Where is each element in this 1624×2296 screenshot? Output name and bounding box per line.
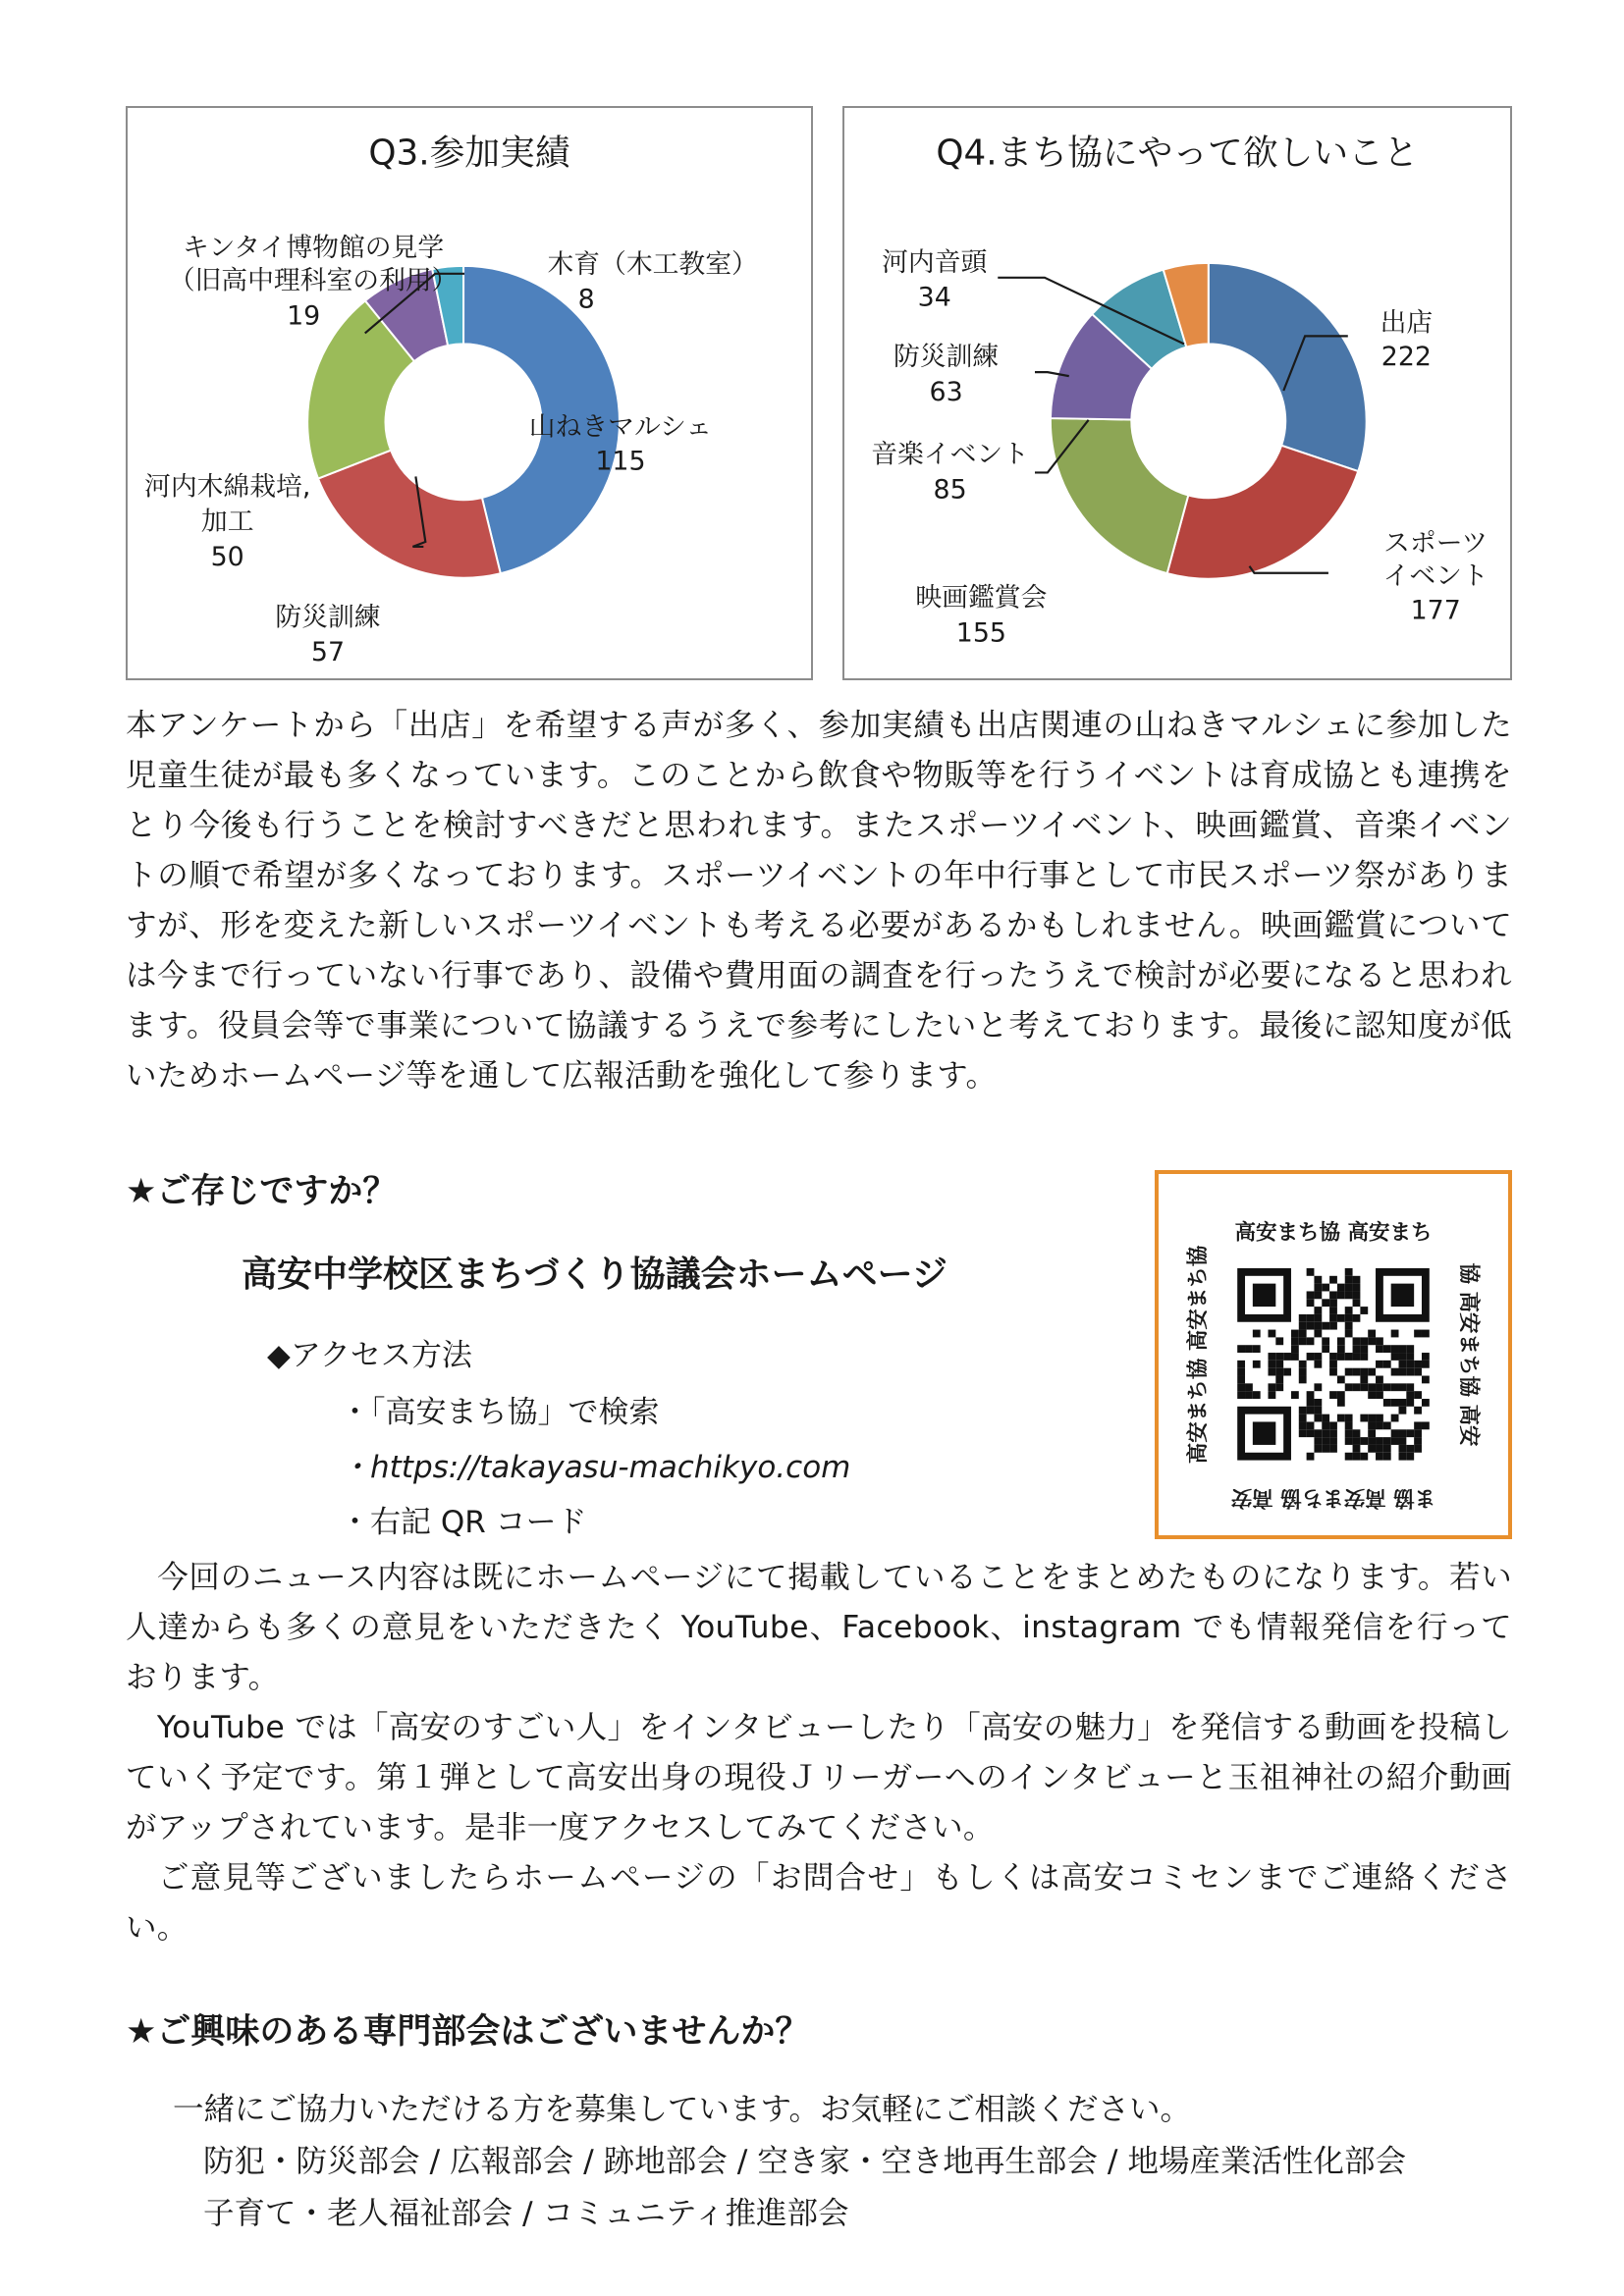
qr-module — [1314, 1353, 1322, 1361]
qr-module — [1337, 1291, 1345, 1299]
qr-module — [1307, 1421, 1315, 1429]
qr-module — [1275, 1368, 1283, 1376]
q3-chart-title: Q3.参加実績 — [368, 133, 570, 174]
qr-module — [1368, 1415, 1376, 1422]
qr-module — [1368, 1421, 1376, 1429]
qr-module — [1414, 1391, 1422, 1399]
qr-module — [1329, 1437, 1337, 1445]
qr-module — [1329, 1291, 1337, 1299]
qr-module — [1337, 1415, 1345, 1422]
qr-module — [1237, 1391, 1245, 1399]
qr-module — [1345, 1453, 1353, 1461]
q3-label-57-name: 防災訓練 — [275, 602, 381, 633]
qr-module — [1307, 1399, 1315, 1407]
qr-module — [1337, 1337, 1345, 1345]
qr-module — [1329, 1353, 1337, 1361]
qr-frame-text-bottom: ま協 高安まち協 高安 — [1230, 1484, 1436, 1510]
q4-label-85-value: 85 — [933, 474, 967, 506]
qr-module — [1414, 1330, 1422, 1338]
qr-module — [1345, 1314, 1353, 1322]
qr-module — [1329, 1322, 1337, 1330]
qr-module — [1414, 1429, 1422, 1437]
qr-module — [1307, 1391, 1315, 1399]
qr-module — [1422, 1376, 1430, 1384]
qr-module — [1414, 1437, 1422, 1445]
qr-module — [1314, 1291, 1322, 1299]
qr-module — [1307, 1299, 1315, 1307]
qr-module — [1406, 1453, 1414, 1461]
qr-module — [1237, 1368, 1245, 1376]
qr-module — [1414, 1421, 1422, 1429]
qr-module — [1360, 1345, 1368, 1353]
qr-module — [1368, 1445, 1376, 1453]
qr-module — [1283, 1353, 1291, 1361]
qr-module — [1345, 1322, 1353, 1330]
qr-module — [1376, 1445, 1383, 1453]
q4-label-34-value: 34 — [917, 282, 951, 313]
qr-finder-module — [1253, 1421, 1275, 1444]
access-method-heading: ◆アクセス方法 — [267, 1338, 472, 1373]
qr-module — [1268, 1368, 1275, 1376]
q4-slice-2 — [1167, 446, 1359, 579]
qr-module — [1291, 1345, 1299, 1353]
qr-module — [1383, 1421, 1391, 1429]
qr-module — [1383, 1399, 1391, 1407]
qr-module — [1275, 1361, 1283, 1368]
qr-module — [1275, 1353, 1283, 1361]
qr-module — [1391, 1399, 1399, 1407]
section-heading-do-you-know: ★ご存じですか？ — [126, 1172, 398, 1211]
qr-module — [1275, 1376, 1283, 1384]
qr-module — [1391, 1383, 1399, 1391]
section-heading-committees: ★ご興味のある専門部会はございませんか？ — [126, 2012, 810, 2052]
qr-module — [1345, 1383, 1353, 1391]
qr-frame-text-right: 協 高安まち協 高安 — [1456, 1262, 1482, 1447]
access-item-search: ・「高安まち協」で検索 — [340, 1395, 660, 1430]
qr-module — [1353, 1453, 1361, 1461]
qr-module — [1329, 1314, 1337, 1322]
qr-module — [1345, 1291, 1353, 1299]
qr-module — [1253, 1345, 1261, 1353]
qr-module — [1376, 1415, 1383, 1422]
qr-module — [1360, 1368, 1368, 1376]
qr-module — [1422, 1330, 1430, 1338]
qr-module — [1299, 1330, 1307, 1338]
qr-module — [1337, 1345, 1345, 1353]
qr-module — [1314, 1429, 1322, 1437]
qr-module — [1399, 1453, 1407, 1461]
qr-module — [1275, 1337, 1283, 1345]
qr-module — [1299, 1429, 1307, 1437]
qr-module — [1360, 1453, 1368, 1461]
qr-module — [1406, 1399, 1414, 1407]
qr-module — [1322, 1415, 1329, 1422]
qr-module — [1329, 1429, 1337, 1437]
qr-module — [1299, 1407, 1307, 1415]
qr-module — [1376, 1376, 1383, 1384]
qr-module — [1329, 1299, 1337, 1307]
qr-module — [1337, 1284, 1345, 1292]
qr-module — [1314, 1361, 1322, 1368]
qr-module — [1307, 1322, 1315, 1330]
qr-module — [1314, 1284, 1322, 1292]
qr-module — [1406, 1345, 1414, 1353]
qr-module — [1245, 1345, 1253, 1353]
qr-module — [1376, 1421, 1383, 1429]
qr-module — [1345, 1284, 1353, 1292]
qr-module — [1353, 1345, 1361, 1353]
qr-module — [1307, 1314, 1315, 1322]
qr-module — [1391, 1353, 1399, 1361]
department-list-line-2: 子育て・老人福祉部会 / コミュニティ推進部会 — [203, 2196, 849, 2231]
qr-module — [1376, 1361, 1383, 1368]
qr-module — [1329, 1445, 1337, 1453]
qr-module — [1391, 1429, 1399, 1437]
qr-module — [1399, 1345, 1407, 1353]
qr-module — [1353, 1445, 1361, 1453]
qr-module — [1360, 1376, 1368, 1384]
qr-module — [1268, 1353, 1275, 1361]
qr-module — [1353, 1337, 1361, 1345]
qr-module — [1353, 1429, 1361, 1437]
qr-module — [1399, 1353, 1407, 1361]
qr-module — [1353, 1353, 1361, 1361]
qr-finder-module — [1253, 1284, 1275, 1307]
qr-module — [1360, 1353, 1368, 1361]
qr-module — [1353, 1284, 1361, 1292]
q4-chart — [842, 106, 1512, 680]
qr-module — [1253, 1361, 1261, 1368]
news-paragraph-2: YouTube では「高安のすごい人」をインタビューしたり「高安の魅力」を発信する動画を投稿していく予定です。第１弾として高安出身の現役Ｊリーガーへのインタビューと玉祖神社の紹介動画がアップされています。是非一度アクセスしてみてください。 — [126, 1710, 1512, 1845]
q3-chart — [126, 106, 813, 680]
qr-module — [1399, 1383, 1407, 1391]
qr-module — [1399, 1407, 1407, 1415]
q4-label-85-name: 音楽イベント — [871, 439, 1029, 470]
q4-label-177-value: 177 — [1410, 595, 1461, 626]
q4-label-177-name1: スポーツ — [1383, 527, 1489, 559]
qr-module — [1391, 1437, 1399, 1445]
qr-frame-text-left: 高安まち協 高安まち協 — [1185, 1245, 1211, 1465]
qr-module — [1237, 1361, 1245, 1368]
qr-module — [1406, 1391, 1414, 1399]
qr-module — [1353, 1383, 1361, 1391]
qr-module — [1314, 1399, 1322, 1407]
qr-module — [1376, 1383, 1383, 1391]
qr-module — [1422, 1361, 1430, 1368]
qr-module — [1345, 1276, 1353, 1284]
qr-module — [1314, 1322, 1322, 1330]
qr-module — [1314, 1276, 1322, 1284]
qr-module — [1368, 1391, 1376, 1399]
news-paragraph-1: 今回のニュース内容は既にホームページにて掲載していることをまとめたものになります。若い人達からも多くの意見をいただきたく YouTube、Facebook、instagram でも情報発信を行っております。 — [126, 1560, 1512, 1695]
qr-code-panel[interactable] — [1155, 1170, 1512, 1539]
qr-module — [1345, 1415, 1353, 1422]
qr-module — [1399, 1437, 1407, 1445]
qr-module — [1337, 1391, 1345, 1399]
qr-module — [1314, 1330, 1322, 1338]
qr-module — [1414, 1445, 1422, 1453]
qr-module — [1376, 1453, 1383, 1461]
qr-module — [1299, 1368, 1307, 1376]
news-paragraph-3: ご意見等ございましたらホームページの「お問合せ」もしくは高安コミセンまでご連絡ください。 — [126, 1860, 1512, 1946]
q3-label-50-name1: 河内木綿栽培, — [144, 471, 311, 503]
qr-module — [1360, 1437, 1368, 1445]
qr-module — [1406, 1368, 1414, 1376]
q3-label-115-name: 山ねきマルシェ — [528, 411, 713, 443]
qr-module — [1307, 1429, 1315, 1437]
qr-module — [1291, 1353, 1299, 1361]
q3-label-8-name: 木育（木工教室） — [547, 248, 758, 280]
qr-module — [1291, 1391, 1299, 1399]
qr-module — [1299, 1376, 1307, 1384]
qr-module — [1399, 1361, 1407, 1368]
qr-module — [1345, 1437, 1353, 1445]
qr-module — [1422, 1399, 1430, 1407]
qr-module — [1322, 1345, 1329, 1353]
qr-module — [1307, 1268, 1315, 1276]
qr-module — [1360, 1307, 1368, 1314]
qr-module — [1322, 1437, 1329, 1445]
qr-module — [1299, 1322, 1307, 1330]
qr-module — [1376, 1337, 1383, 1345]
qr-module — [1314, 1307, 1322, 1314]
qr-module — [1353, 1368, 1361, 1376]
qr-module — [1322, 1429, 1329, 1437]
qr-module — [1376, 1437, 1383, 1445]
qr-module — [1314, 1415, 1322, 1422]
qr-module — [1368, 1330, 1376, 1338]
q3-label-50-name2: 加工 — [200, 507, 254, 538]
qr-module — [1322, 1284, 1329, 1292]
qr-module — [1368, 1383, 1376, 1391]
qr-module — [1391, 1368, 1399, 1376]
q4-label-63-value: 63 — [929, 376, 963, 407]
survey-summary-paragraph: 本アンケートから「出店」を希望する声が多く、参加実績も出店関連の山ねきマルシェに参加した児童生徒が最も多くなっています。このことから飲食や物販等を行うイベントは育成協とも連携をとり今後も行うことを検討すべきだと思われます。またスポーツイベント、映画鑑賞、音楽イベントの順で希望が多くなっております。スポーツイベントの年中行事として市民スポーツ祭がありますが、形を変えた新しいスポーツイベントも考える必要があるかもしれません。映画鑑賞については今まで行っていない行事であり、設備や費用面の調査を行ったうえで検討が必要になると思われます。役員会等で事業について協議するうえで参考にしたいと考えております。最後に認知度が低いためホームページ等を通して広報活動を強化して参ります。 — [126, 708, 1512, 1094]
access-item-qr: ・右記 QR コード — [340, 1505, 587, 1540]
qr-module — [1414, 1407, 1422, 1415]
q3-label-50-value: 50 — [210, 541, 244, 572]
q4-slice-1 — [1209, 263, 1367, 471]
q3-label-115-value: 115 — [595, 446, 646, 477]
qr-module — [1383, 1437, 1391, 1445]
qr-module — [1368, 1437, 1376, 1445]
qr-module — [1353, 1291, 1361, 1299]
qr-code-image — [1237, 1268, 1430, 1461]
qr-module — [1307, 1407, 1315, 1415]
qr-module — [1237, 1345, 1245, 1353]
qr-module — [1406, 1353, 1414, 1361]
qr-module — [1275, 1383, 1283, 1391]
q4-label-155-name: 映画鑑賞会 — [915, 582, 1048, 614]
qr-module — [1383, 1361, 1391, 1368]
news-section — [126, 1553, 1512, 1953]
qr-module — [1283, 1368, 1291, 1376]
qr-module — [1291, 1330, 1299, 1338]
qr-module — [1322, 1421, 1329, 1429]
qr-module — [1391, 1330, 1399, 1338]
q4-chart-title: Q4.まち協にやって欲しいこと — [936, 133, 1419, 174]
qr-module — [1322, 1299, 1329, 1307]
qr-module — [1399, 1445, 1407, 1453]
qr-module — [1337, 1399, 1345, 1407]
qr-module — [1399, 1429, 1407, 1437]
qr-module — [1414, 1361, 1422, 1368]
recruitment-text: 一緒にご協力いただける方を募集しています。お気軽にご相談ください。 — [173, 2092, 1191, 2127]
qr-module — [1345, 1307, 1353, 1314]
qr-module — [1268, 1391, 1275, 1399]
q4-chart-svg — [844, 108, 1510, 678]
qr-module — [1376, 1391, 1383, 1399]
q4-label-222-value: 222 — [1380, 342, 1432, 373]
homepage-title: 高安中学校区まちづくり協議会ホームページ — [242, 1255, 947, 1295]
qr-module — [1307, 1291, 1315, 1299]
qr-module — [1368, 1368, 1376, 1376]
qr-module — [1237, 1376, 1245, 1384]
qr-module — [1299, 1337, 1307, 1345]
q4-label-155-value: 155 — [955, 617, 1006, 649]
qr-module — [1353, 1276, 1361, 1284]
qr-module — [1399, 1368, 1407, 1376]
q3-label-19-name1: キンタイ博物館の見学 — [183, 232, 445, 263]
q3-chart-svg — [128, 108, 811, 678]
qr-finder-module — [1391, 1284, 1414, 1307]
qr-module — [1329, 1361, 1337, 1368]
qr-module — [1322, 1322, 1329, 1330]
qr-module — [1345, 1353, 1353, 1361]
qr-module — [1383, 1383, 1391, 1391]
qr-module — [1422, 1421, 1430, 1429]
qr-module — [1299, 1415, 1307, 1422]
qr-module — [1376, 1345, 1383, 1353]
q3-slice-2 — [318, 451, 501, 578]
qr-module — [1253, 1330, 1261, 1338]
qr-module — [1329, 1307, 1337, 1314]
q4-label-177-name2: イベント — [1382, 561, 1489, 592]
qr-module — [1307, 1453, 1315, 1461]
qr-module — [1345, 1268, 1353, 1276]
qr-module — [1329, 1391, 1337, 1399]
qr-module — [1406, 1383, 1414, 1391]
qr-module — [1414, 1368, 1422, 1376]
qr-module — [1307, 1353, 1315, 1361]
qr-module — [1314, 1445, 1322, 1453]
qr-module — [1345, 1330, 1353, 1338]
access-item-url-link[interactable]: ・https://takayasu-machikyo.com — [340, 1450, 851, 1485]
qr-module — [1314, 1383, 1322, 1391]
qr-module — [1314, 1314, 1322, 1322]
qr-module — [1391, 1415, 1399, 1422]
qr-module — [1314, 1407, 1322, 1415]
qr-module — [1345, 1368, 1353, 1376]
qr-module — [1329, 1368, 1337, 1376]
q4-label-222-name: 出店 — [1380, 307, 1434, 339]
qr-module — [1353, 1437, 1361, 1445]
qr-module — [1406, 1361, 1414, 1368]
department-list-line-1: 防犯・防災部会 / 広報部会 / 跡地部会 / 空き家・空き地再生部会 / 地場産業活性化部会 — [203, 2144, 1407, 2179]
qr-module — [1337, 1353, 1345, 1361]
q3-label-8-value: 8 — [577, 284, 595, 315]
qr-module — [1245, 1383, 1253, 1391]
qr-module — [1406, 1429, 1414, 1437]
qr-module — [1322, 1445, 1329, 1453]
qr-code-svg — [1159, 1174, 1508, 1535]
qr-module — [1268, 1361, 1275, 1368]
qr-module — [1291, 1337, 1299, 1345]
qr-module — [1383, 1453, 1391, 1461]
qr-module — [1337, 1376, 1345, 1384]
qr-module — [1383, 1445, 1391, 1453]
qr-module — [1422, 1353, 1430, 1361]
qr-module — [1391, 1345, 1399, 1353]
q3-label-57-value: 57 — [310, 637, 346, 668]
qr-module — [1314, 1437, 1322, 1445]
qr-module — [1360, 1415, 1368, 1422]
qr-module — [1268, 1330, 1275, 1338]
qr-module — [1353, 1314, 1361, 1322]
q3-label-19-name2: （旧高中理科室の利用） — [168, 265, 459, 296]
qr-module — [1368, 1337, 1376, 1345]
qr-module — [1253, 1391, 1261, 1399]
qr-module — [1337, 1314, 1345, 1322]
qr-module — [1268, 1383, 1275, 1391]
qr-module — [1329, 1421, 1337, 1429]
q4-label-63-name: 防災訓練 — [893, 342, 1000, 373]
qr-module — [1399, 1399, 1407, 1407]
qr-module — [1299, 1421, 1307, 1429]
qr-module — [1307, 1337, 1315, 1345]
qr-module — [1322, 1337, 1329, 1345]
qr-module — [1406, 1445, 1414, 1453]
qr-module — [1299, 1314, 1307, 1322]
qr-module — [1353, 1299, 1361, 1307]
qr-module — [1360, 1337, 1368, 1345]
q4-label-34-name: 河内音頭 — [882, 246, 988, 278]
qr-module — [1245, 1391, 1253, 1399]
qr-module — [1299, 1361, 1307, 1368]
qr-module — [1329, 1276, 1337, 1284]
q3-label-19-value: 19 — [287, 300, 321, 332]
qr-module — [1360, 1383, 1368, 1391]
qr-module — [1368, 1429, 1376, 1437]
qr-module — [1237, 1383, 1245, 1391]
qr-frame-text-top: 高安まち協 高安まち — [1234, 1220, 1433, 1246]
qr-module — [1345, 1429, 1353, 1437]
qr-module — [1345, 1421, 1353, 1429]
qr-module — [1383, 1345, 1391, 1353]
